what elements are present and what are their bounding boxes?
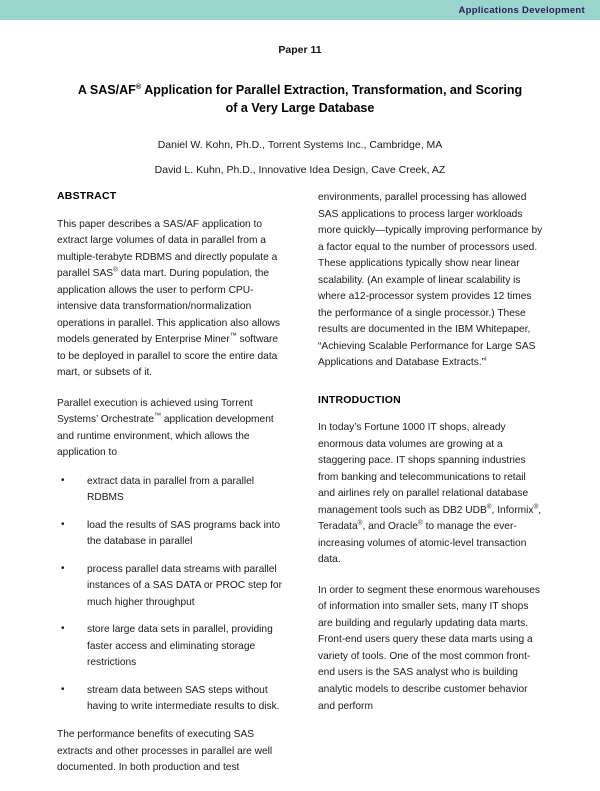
trademark-superscript: ™ (154, 413, 161, 420)
abstract-p1-part-b: data mart. During population, the application allows the user to perform CPU-intensive data transformation/normalization operations in parallel. This application also allows models generated by Enterprise Miner (57, 268, 280, 345)
intro-p1-part-c: , Teradata (318, 505, 541, 533)
intro-p1-part-d: , and Oracle (362, 521, 418, 532)
masthead (60, 20, 540, 178)
abstract-continuation-paragraph (318, 190, 543, 372)
introduction-paragraph-2: In order to segment these enormous warehouses of information into smaller sets, many IT shops are building and regularly updating data marts. Front-end users query these data marts using a variety of tools. One of the most common front-end users is the SAS analyst who is building analytic models to describe customer behavior and perform (318, 583, 543, 715)
author-line-1: Daniel W. Kohn, Ph.D., Torrent Systems Inc., Cambridge, MA (60, 139, 540, 153)
paper-title-line-1-pre: A SAS/AF (78, 83, 136, 97)
list-item: • load the results of SAS programs back into the database in parallel (57, 518, 282, 551)
list-item: • stream data between SAS steps without having to write intermediate results to disk. (57, 683, 282, 716)
abstract-p2-part-b: application development and runtime environment, which allows the application to (57, 414, 274, 458)
abstract-p1-part-a: This paper describes a SAS/AF application to extract large volumes of data in parallel from a multiple-terabyte RDBMS and directly populate a parallel SAS (57, 219, 277, 280)
list-item: • process parallel data streams with parallel instances of a SAS DATA or PROC step for much higher throughput (57, 562, 282, 612)
document-page (0, 20, 600, 776)
intro-p1-part-b: , Informix (492, 505, 534, 516)
introduction-paragraph-1 (318, 420, 543, 569)
registered-trademark-superscript: ® (136, 81, 142, 90)
right-column (318, 190, 543, 791)
page-title (60, 81, 540, 117)
abstract-p2-part-a: Parallel execution is achieved using Torrent Systems’ Orchestrate (57, 398, 253, 426)
registered-trademark-superscript: ® (418, 520, 423, 527)
continuation-text: environments, parallel processing has allowed SAS applications to process larger workloads more quickly—typically improving performance by a factor equal to the number of processors used. These applications typically show near linear scalability. (An example of linear scalability is where a12-processor system provides 12 times the performance of a single processor.) These results are documented in the IBM Whitepaper, “Achieving Scalable Performance for Large SAS Applications and Database Extracts.” (318, 192, 542, 368)
running-header-text: Applications Development (459, 5, 600, 16)
author-line-2: David L. Kuhn, Ph.D., Innovative Idea Design, Cave Creek, AZ (60, 164, 540, 178)
abstract-p1-part-c: software to be deployed in parallel to score the entire data mart, or subsets of it. (57, 334, 278, 378)
capabilities-bullet-list (57, 474, 282, 716)
abstract-heading: ABSTRACT (57, 190, 282, 203)
running-header-band (0, 0, 600, 20)
registered-trademark-superscript: ® (487, 503, 492, 510)
paper-title-line-2: of a Very Large Database (226, 101, 375, 115)
registered-trademark-superscript: ® (533, 503, 538, 510)
registered-trademark-superscript: ® (113, 267, 118, 274)
footnote-reference-superscript: i (485, 356, 486, 363)
list-item: • extract data in parallel from a parallel RDBMS (57, 474, 282, 507)
left-column (57, 190, 282, 791)
two-column-body (57, 190, 543, 791)
abstract-paragraph-1 (57, 217, 282, 382)
abstract-paragraph-3: The performance benefits of executing SAS extracts and other processes in parallel are well documented. In both production and test (57, 727, 282, 777)
paper-number: Paper 11 (60, 44, 540, 57)
list-item: • store large data sets in parallel, providing faster access and eliminating storage restrictions (57, 622, 282, 672)
registered-trademark-superscript: ® (358, 520, 363, 527)
paper-title-line-1-post: Application for Parallel Extraction, Transformation, and Scoring (141, 83, 522, 97)
trademark-superscript: ™ (230, 333, 237, 340)
intro-p1-part-e: to manage the ever-increasing volumes of atomic-level transaction data. (318, 521, 526, 565)
abstract-paragraph-2 (57, 396, 282, 462)
introduction-heading: INTRODUCTION (318, 394, 543, 407)
intro-p1-part-a: In today’s Fortune 1000 IT shops, already enormous data volumes are growing at a staggering pace. IT shops spanning industries from banking and telecommunications to retail and airlines rely on parallel relational database management tools such as DB2 UDB (318, 422, 528, 516)
